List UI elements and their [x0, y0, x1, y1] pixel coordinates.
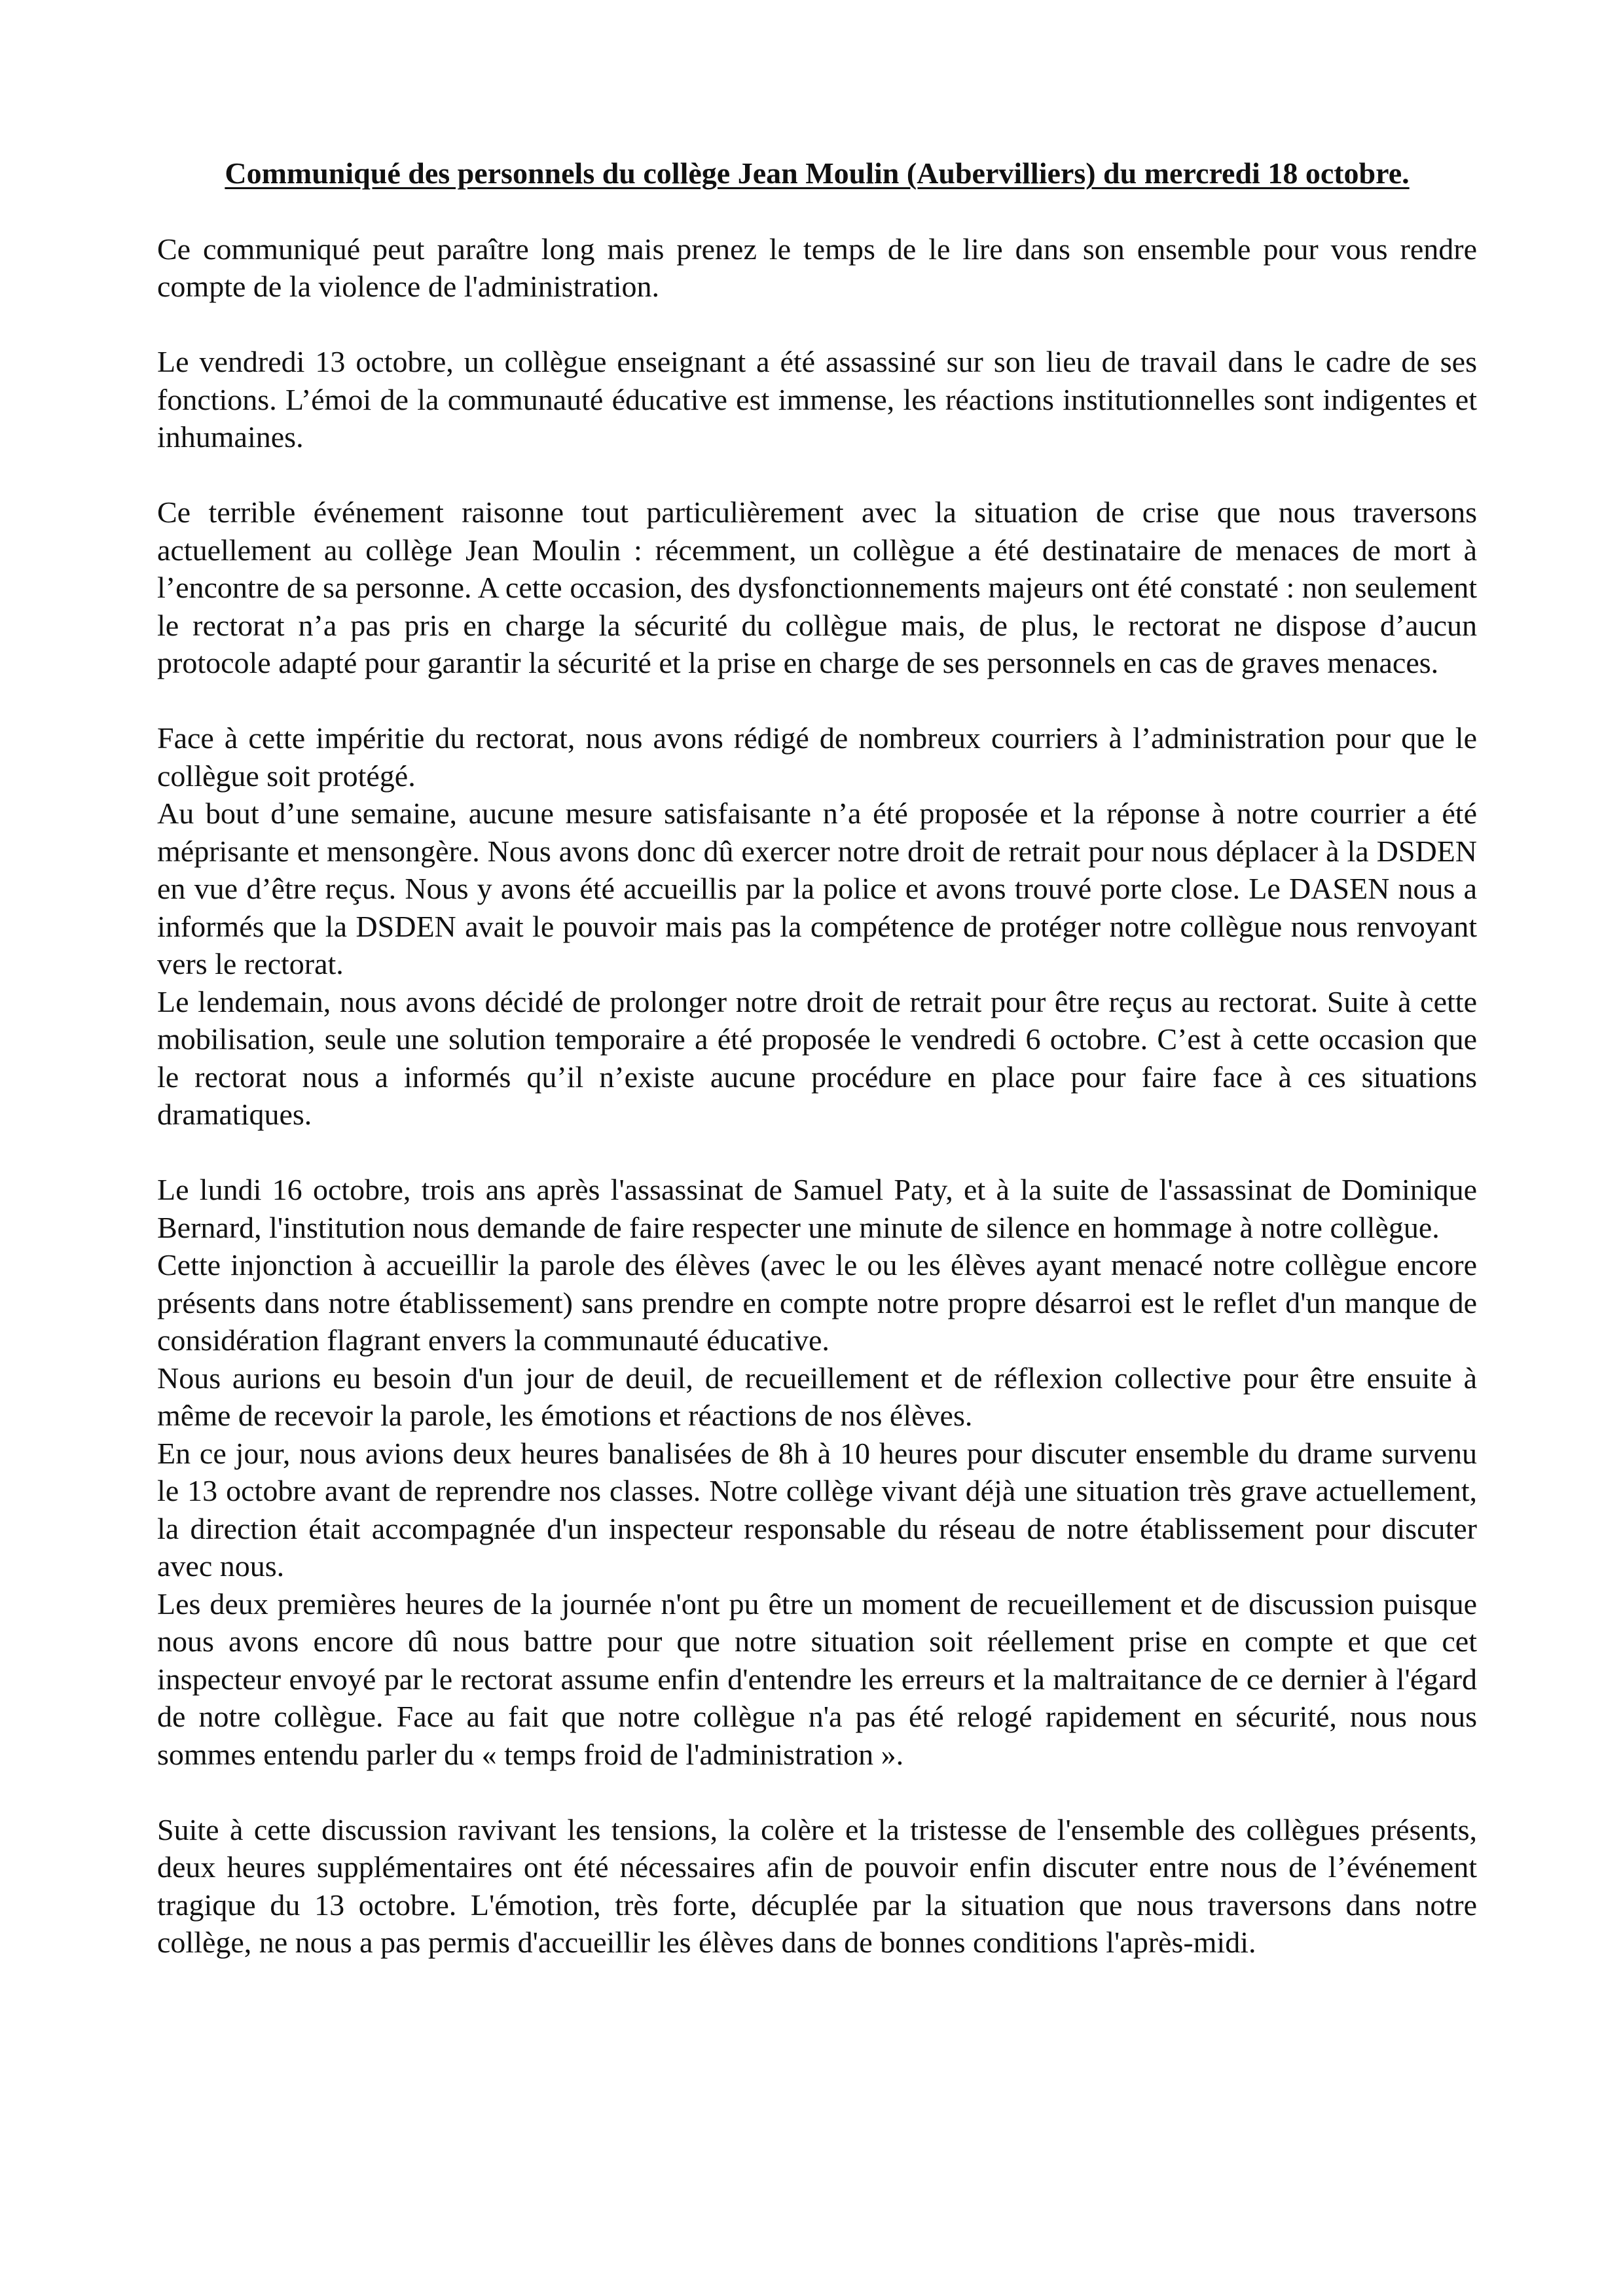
- paragraph-spacer: [157, 456, 1477, 494]
- paragraph: Nous aurions eu besoin d'un jour de deuil, de recueillement et de réflexion collective pour être ensuite à même de recevoir la parole, les émotions et réactions de nos élèves.: [157, 1361, 1477, 1432]
- block-intro: [157, 230, 1477, 306]
- block-mobilisation: [157, 719, 1477, 1134]
- paragraph-spacer: [157, 1773, 1477, 1811]
- block-event: [157, 343, 1477, 456]
- paragraph: Les deux premières heures de la journée n'ont pu être un moment de recueillement et de discussion puisque nous avons encore dû nous battre pour que notre situation soit réellement prise en compte et que cet inspecteur envoyé par le rectorat assume enfin d'entendre les erreurs et la maltraitance de ce dernier à l'égard de notre collègue. Face au fait que notre collègue n'a pas été relogé rapidement en sécurité, nous nous sommes entendu parler du « temps froid de l'administration ».: [157, 1587, 1477, 1771]
- block-hommage: [157, 1171, 1477, 1773]
- paragraph: Ce communiqué peut paraître long mais prenez le temps de le lire dans son ensemble pour vous rendre compte de la violence de l'administration.: [157, 232, 1477, 303]
- document-title: Communiqué des personnels du collège Jean Moulin (Aubervilliers) du mercredi 18 octobre.: [225, 156, 1410, 190]
- block-crisis: [157, 493, 1477, 682]
- paragraph: Ce terrible événement raisonne tout particulièrement avec la situation de crise que nous traversons actuellement au collège Jean Moulin : récemment, un collègue a été destinataire de menaces de mort à l’encontre de sa personne. A cette occasion, des dysfonctionnements majeurs ont été constaté : non seulement le rectorat n’a pas pris en charge la sécurité du collègue mais, de plus, le rectorat ne dispose d’aucun protocole adapté pour garantir la sécurité et la prise en charge de ses personnels en cas de graves menaces.: [157, 495, 1477, 679]
- block-conclusion: [157, 1811, 1477, 1962]
- paragraph: Le vendredi 13 octobre, un collègue enseignant a été assassiné sur son lieu de travail dans le cadre de ses fonctions. L’émoi de la communauté éducative est immense, les réactions institutionnelles sont indigentes et inhumaines.: [157, 345, 1477, 454]
- paragraph-spacer: [157, 306, 1477, 344]
- paragraph: Le lendemain, nous avons décidé de prolonger notre droit de retrait pour être reçus au rectorat. Suite à cette mobilisation, seule une solution temporaire a été proposée le vendredi 6 octobre. C’est à cette occasion que le rectorat nous a informés qu’il n’existe aucune procédure en place pour faire face à ces situations dramatiques.: [157, 984, 1477, 1131]
- paragraph: Suite à cette discussion ravivant les tensions, la colère et la tristesse de l'ensemble des collègues présents, deux heures supplémentaires ont été nécessaires afin de pouvoir enfin discuter entre nous de l’événement tragique du 13 octobre. L'émotion, très forte, décuplée par la situation que nous traversons dans notre collège, ne nous a pas permis d'accueillir les élèves dans de bonnes conditions l'après-midi.: [157, 1812, 1477, 1959]
- paragraph: Le lundi 16 octobre, trois ans après l'assassinat de Samuel Paty, et à la suite de l'assassinat de Dominique Bernard, l'institution nous demande de faire respecter une minute de silence en hommage à notre collègue.: [157, 1173, 1477, 1244]
- paragraph: Face à cette impéritie du rectorat, nous avons rédigé de nombreux courriers à l’administration pour que le collègue soit protégé.: [157, 721, 1477, 793]
- document-page: [157, 154, 1477, 1962]
- paragraph: Cette injonction à accueillir la parole des élèves (avec le ou les élèves ayant menacé notre collègue encore présents dans notre établissement) sans prendre en compte notre propre désarroi est le reflet d'un manque de considération flagrant envers la communauté éducative.: [157, 1248, 1477, 1357]
- paragraph-spacer: [157, 1134, 1477, 1172]
- paragraph: Au bout d’une semaine, aucune mesure satisfaisante n’a été proposée et la réponse à notre courrier a été méprisante et mensongère. Nous avons donc dû exercer notre droit de retrait pour nous déplacer à la DSDEN en vue d’être reçus. Nous y avons été accueillis par la police et avons trouvé porte close. Le DASEN nous a informés que la DSDEN avait le pouvoir mais pas la compétence de protéger notre collègue nous renvoyant vers le rectorat.: [157, 797, 1477, 980]
- paragraph-spacer: [157, 682, 1477, 720]
- paragraph: En ce jour, nous avions deux heures banalisées de 8h à 10 heures pour discuter ensemble du drame survenu le 13 octobre avant de reprendre nos classes. Notre collège vivant déjà une situation très grave actuellement, la direction était accompagnée d'un inspecteur responsable du réseau de notre établissement pour discuter avec nous.: [157, 1436, 1477, 1583]
